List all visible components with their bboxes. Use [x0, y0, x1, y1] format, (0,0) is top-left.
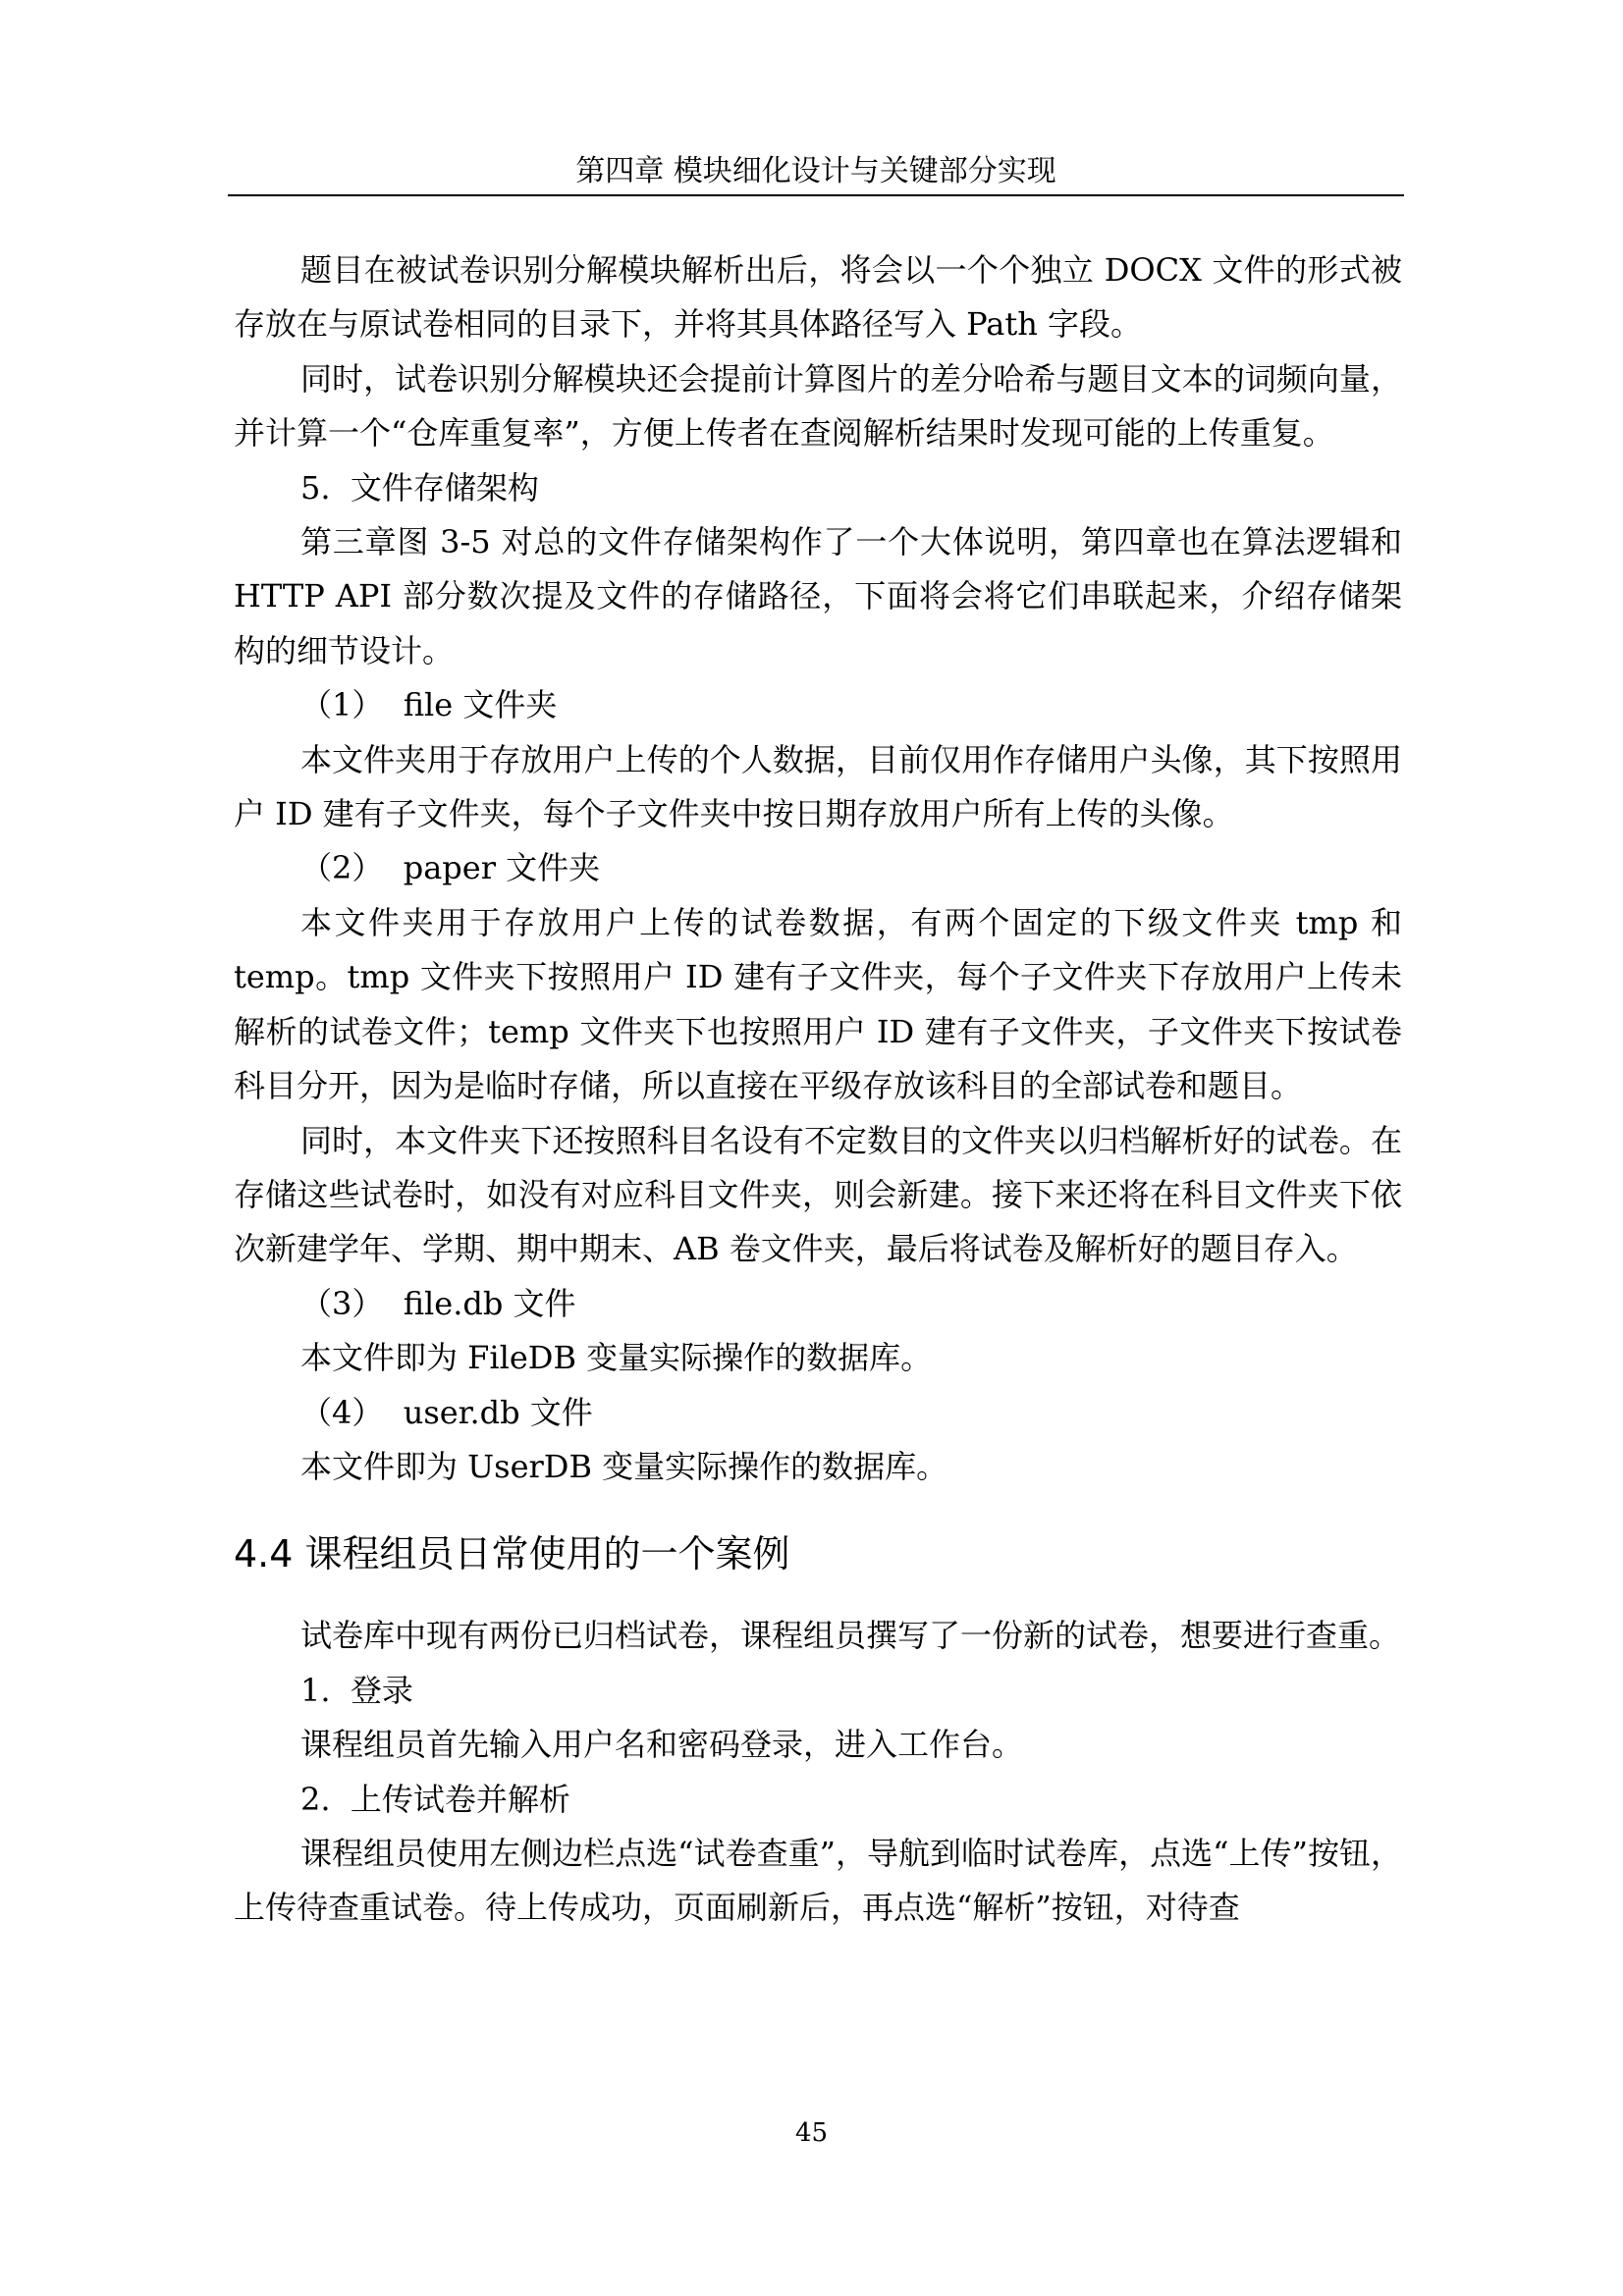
subheading-file-folder: （1） file 文件夹	[300, 686, 558, 724]
page-body	[234, 243, 1402, 1936]
section-heading	[234, 1526, 1402, 1581]
body-paragraph: 题目在被试卷识别分解模块解析出后，将会以一个个独立 DOCX 文件的形式被存放在与原试卷相同的目录下，并将其具体路径写入 Path 字段。	[234, 251, 1402, 344]
body-paragraph: 同时，试卷识别分解模块还会提前计算图片的差分哈希与题目文本的词频向量，并计算一个“仓库重复率”，方便上传者在查阅解析结果时发现可能的上传重复。	[234, 359, 1402, 453]
subheading-file-storage: 5. 文件存储架构	[300, 468, 539, 507]
header-rule	[228, 194, 1404, 196]
body-paragraph: 课程组员使用左侧边栏点选“试卷查重”，导航到临时试卷库，点选“上传”按钮，上传待查重试卷。待上传成功，页面刷新后，再点选“解析”按钮，对待查	[234, 1834, 1402, 1927]
body-paragraph: 试卷库中现有两份已归档试卷，课程组员撰写了一份新的试卷，想要进行查重。	[300, 1617, 1401, 1655]
body-paragraph: 本文件夹用于存放用户上传的试卷数据，有两个固定的下级文件夹 tmp 和 temp。tmp 文件夹下按照用户 ID 建有子文件夹，每个子文件夹下存放用户上传未解析的试卷文件；temp 文件夹下也按照用户 ID 建有子文件夹，子文件夹下按试卷科目分开，因为是临时存储，所以直接在平级存放该科目的全部试卷和题目。	[234, 903, 1402, 1105]
subheading-login: 1. 登录	[300, 1671, 413, 1709]
body-paragraph: 第三章图 3-5 对总的文件存储架构作了一个大体说明，第四章也在算法逻辑和 HTTP API 部分数次提及文件的存储路径，下面将会将它们串联起来，介绍存储架构的细节设计。	[234, 523, 1402, 669]
subheading-user-db: （4） user.db 文件	[300, 1393, 593, 1431]
body-paragraph: 课程组员首先输入用户名和密码登录，进入工作台。	[300, 1726, 1024, 1764]
body-paragraph: 本文件夹用于存放用户上传的个人数据，目前仅用作存储用户头像，其下按照用户 ID 建有子文件夹，每个子文件夹中按日期存放用户所有上传的头像。	[234, 740, 1402, 833]
body-paragraph: 本文件即为 UserDB 变量实际操作的数据库。	[300, 1447, 948, 1485]
section-title: 课程组员日常使用的一个案例	[304, 1532, 790, 1576]
section-number: 4.4	[234, 1532, 294, 1576]
running-header: 第四章 模块细化设计与关键部分实现	[575, 154, 1056, 188]
body-paragraph: 同时，本文件夹下还按照科目名设有不定数目的文件夹以归档解析好的试卷。在存储这些试卷时，如没有对应科目文件夹，则会新建。接下来还将在科目文件夹下依次新建学年、学期、期中期末、AB 卷文件夹，最后将试卷及解析好的题目存入。	[234, 1121, 1402, 1268]
body-paragraph: 本文件即为 FileDB 变量实际操作的数据库。	[300, 1339, 933, 1377]
subheading-file-db: （3） file.db 文件	[300, 1284, 576, 1322]
subheading-paper-folder: （2） paper 文件夹	[300, 849, 601, 887]
subheading-upload-parse: 2. 上传试卷并解析	[300, 1780, 570, 1818]
page-number: 45	[794, 2118, 829, 2148]
